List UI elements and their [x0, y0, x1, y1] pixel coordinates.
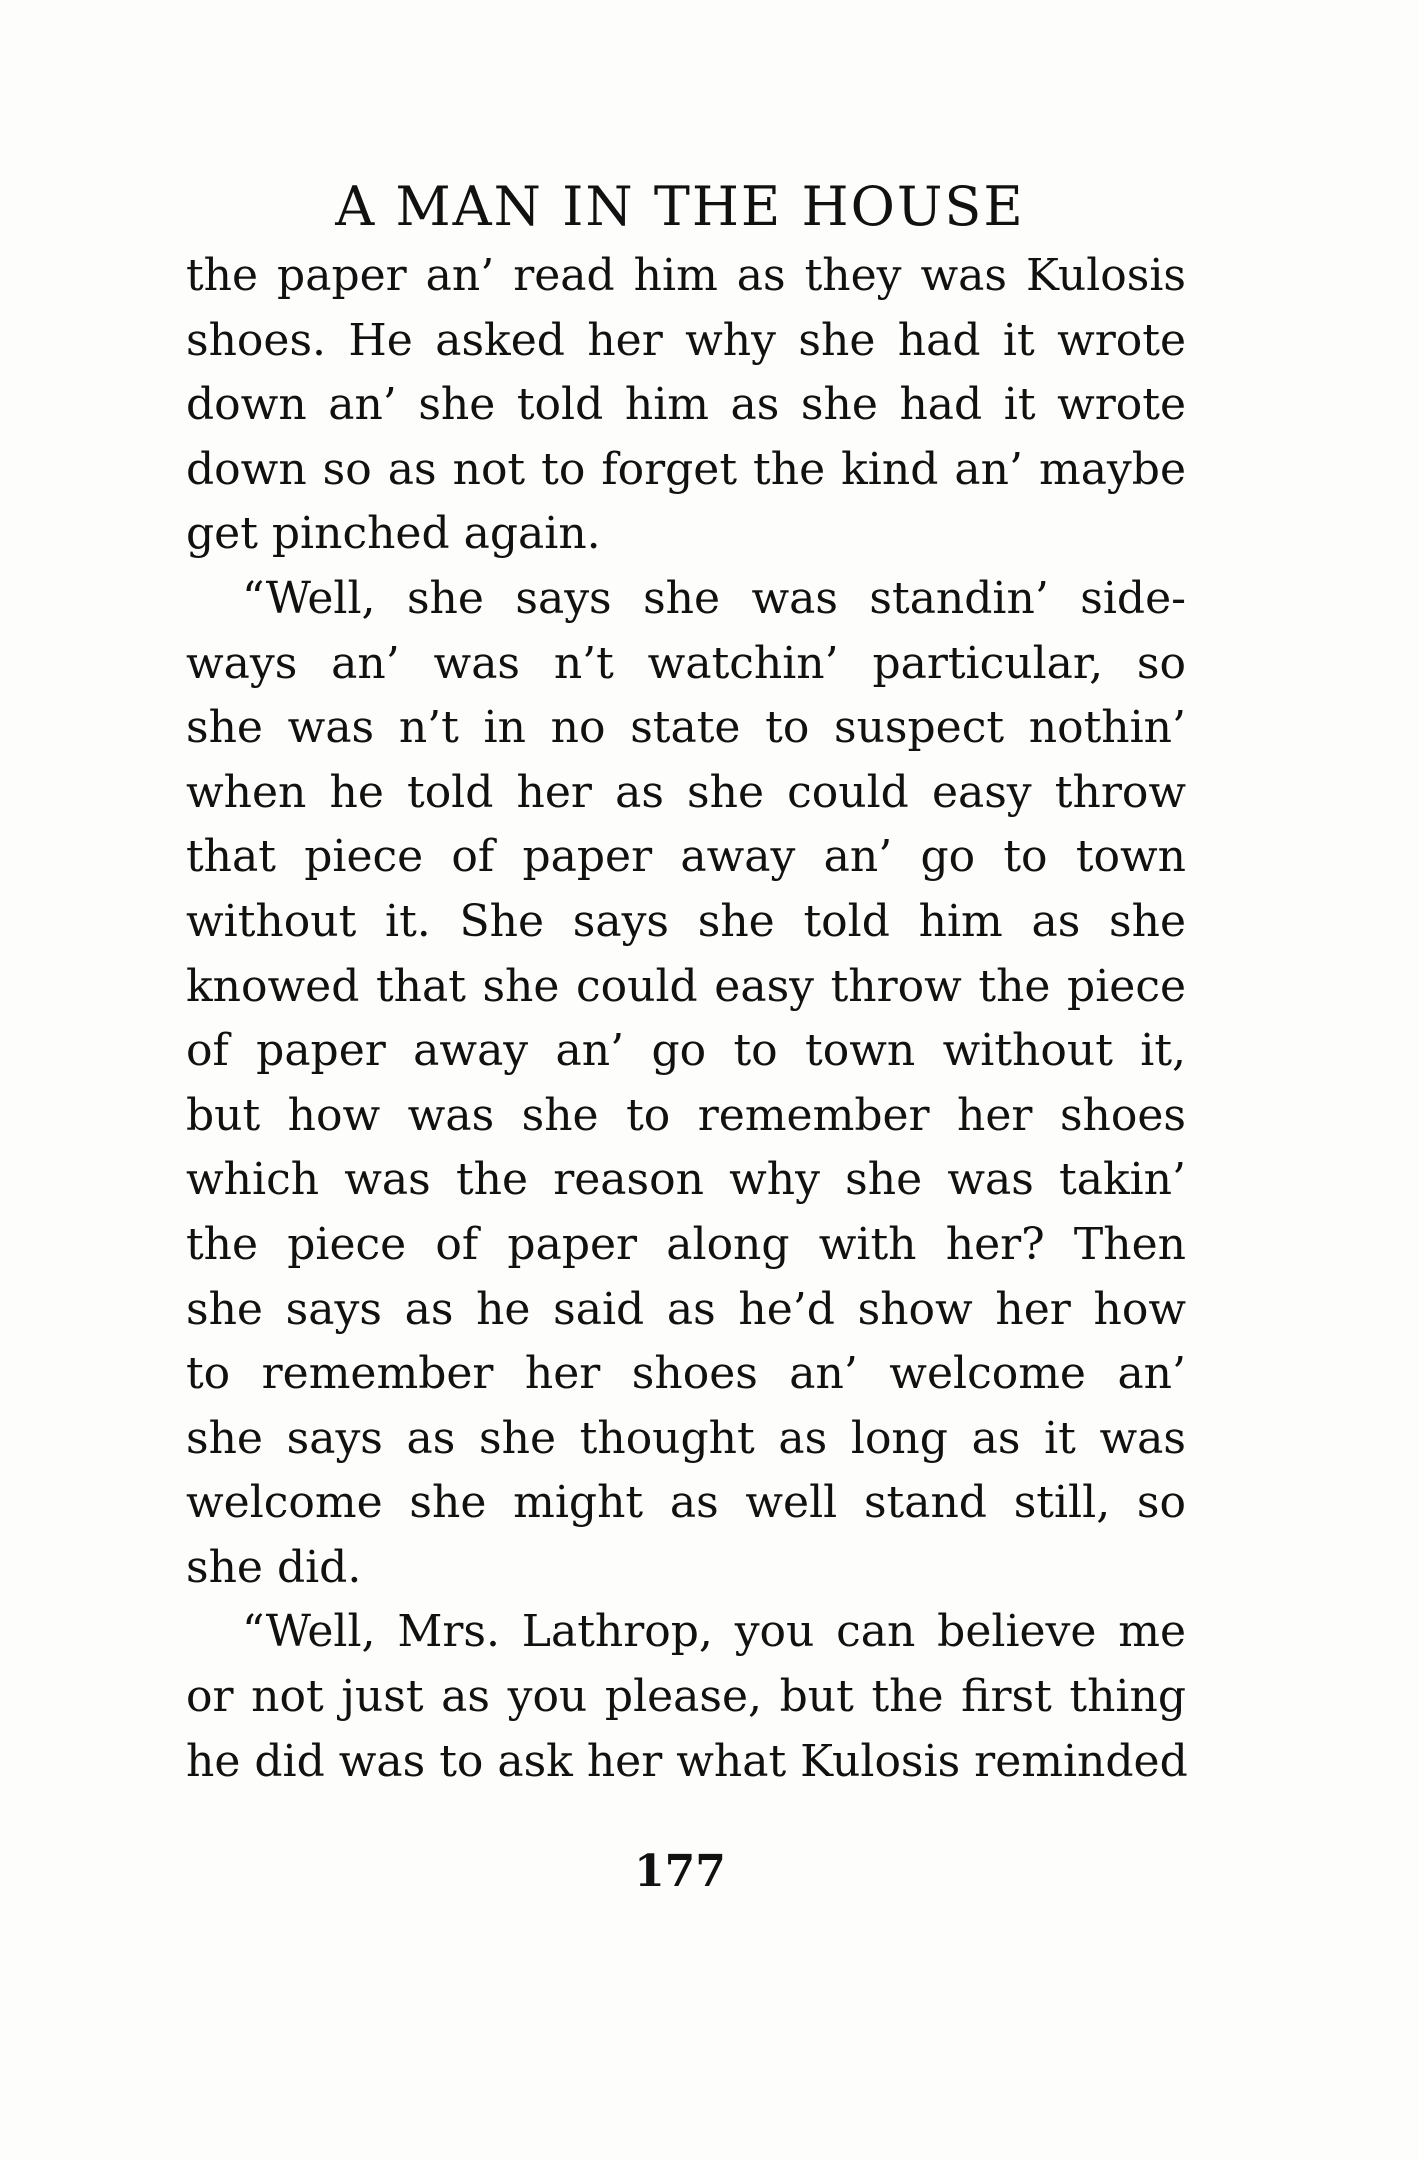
page-number: 177 — [634, 1846, 726, 1897]
text-line: shoes. He asked her why she had it wrote — [186, 314, 1186, 366]
text-line: get pinched again. — [186, 508, 601, 560]
text-line: welcome she might as well stand still, so — [186, 1477, 1186, 1529]
text-line: the piece of paper along with her? Then — [186, 1218, 1186, 1270]
text-line: she was n’t in no state to suspect nothin’ — [186, 702, 1186, 754]
text-line: or not just as you please, but the first thing — [186, 1671, 1186, 1723]
text-line: the paper an’ read him as they was Kulosis — [186, 250, 1186, 301]
text-line: down so as not to forget the kind an’ maybe — [186, 443, 1186, 495]
text-line: which was the reason why she was takin’ — [186, 1154, 1186, 1206]
text-line: she says as he said as he’d show her how — [186, 1283, 1186, 1335]
text-line: she says as she thought as long as it was — [186, 1412, 1186, 1464]
text-line: that piece of paper away an’ go to town — [186, 831, 1186, 883]
text-line: without it. She says she told him as she — [186, 895, 1186, 947]
text-line: ways an’ was n’t watchin’ particular, so — [186, 637, 1186, 689]
text-line: knowed that she could easy throw the piece — [186, 960, 1186, 1012]
running-head: A MAN IN THE HOUSE — [335, 175, 1025, 238]
text-line: but how was she to remember her shoes — [186, 1089, 1186, 1141]
text-line: “Well, she says she was standin’ side- — [242, 572, 1186, 624]
text-line: “Well, Mrs. Lathrop, you can believe me — [242, 1606, 1186, 1658]
body-text — [186, 244, 1186, 1794]
text-line: she did. — [186, 1541, 362, 1593]
text-line: of paper away an’ go to town without it, — [186, 1025, 1186, 1077]
text-line: down an’ she told him as she had it wrote — [186, 379, 1186, 431]
text-line: to remember her shoes an’ welcome an’ — [186, 1348, 1186, 1400]
text-line: when he told her as she could easy throw — [186, 766, 1186, 818]
text-line: he did was to ask her what Kulosis reminded — [186, 1735, 1188, 1787]
